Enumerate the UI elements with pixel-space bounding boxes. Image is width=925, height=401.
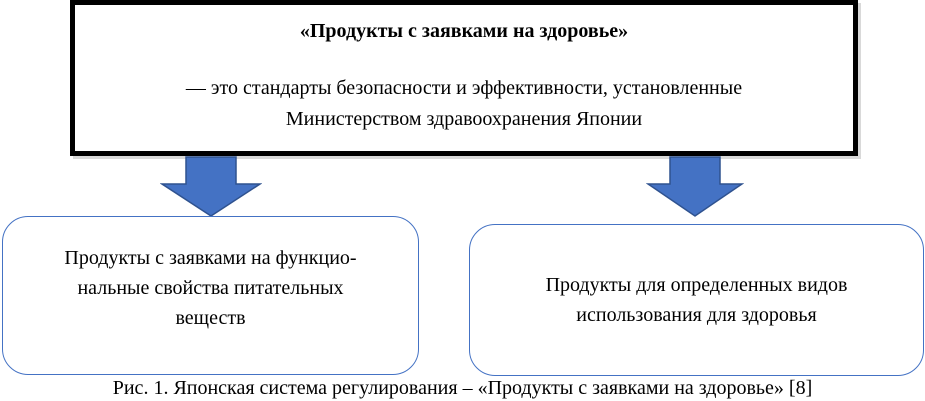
definition-title: «Продукты с заявками на здоровье» (299, 20, 629, 42)
specified-health-use-text: Продукты для определенных видов использования для здоровья (545, 274, 848, 326)
functional-claims-box (2, 216, 419, 375)
figure-caption: Рис. 1. Японская система регулирования – «Продукты с заявками на здоровье» [8] (112, 377, 813, 399)
definition-text: — это стандарты безопасности и эффективности, установленные Министерством здравоохранения Японии (185, 77, 743, 130)
definition-box (70, 0, 858, 156)
down-arrow-right-icon (646, 156, 744, 218)
specified-health-use-box (469, 224, 924, 376)
down-arrow-left-icon (160, 156, 262, 218)
functional-claims-text: Продукты с заявками на функцио- нальные свойства питательных веществ (64, 247, 357, 329)
